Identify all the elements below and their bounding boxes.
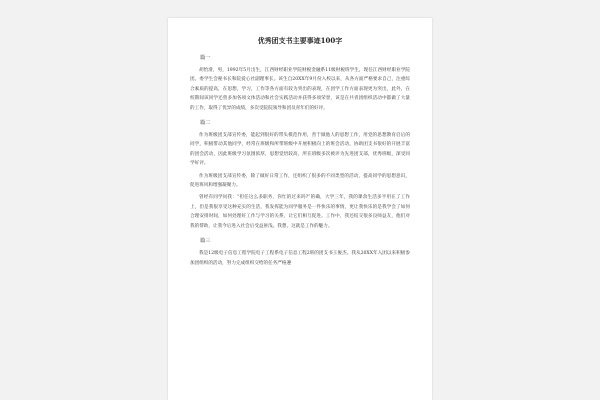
paragraph: 我是12级电子信息工程学院电子工程系电子信息工程2班的团支书王俊杰。我从20XX年入团以来积极参加团组织的活动，努力完成组织交给的任务严格遵 [190, 251, 410, 266]
paragraph: 作为班级团支部宣传委，除了做好日常工作，还组织了很多的不同类型的活动，提高同学的思想意识，促进班风和增强凝聚力。 [190, 173, 410, 189]
section-heading: 篇三 [200, 238, 211, 245]
section-heading: 篇二 [200, 120, 211, 127]
paragraph: 作为班级团支部宣传委，能起到很好的带头模范作用，善于做他人的思想工作，用党的思想教育启后的同学，积极带动其他同学，经常在班级和所带班级中开展积极向上的班会活动，协助团支书很好的开展丰富的团会活动，因此班级学习氛围浓厚，思想觉悟较高，所在班级多次被评为先进团支部，优秀班级，深受同学好评。 [190, 133, 410, 167]
document-title: 优秀团支书主要事迹100字 [257, 36, 343, 45]
paragraph: 胡怡滑，男，1992年5月出生，江西财经职业学院财税金融系11级财税班学生，现任江西财经职业学院团。委学生会秘书长和院爱心社副理事长。该生自20XX年9月份入校以来，从各方面严格要求自己，注重综合素质的提高，在思想，学习，工作等各方面有较为突出的表现，在团学工作方面表现更为突出，此外，在校期间该同学还曾多加各项文体活动和社会实践活动并获得多项荣誉，该是在共青团组织活动中都做了大量的工作，取得了优异的成绩，多次受院院领导和团员青年们的好评。 [190, 68, 410, 111]
section-3 [190, 237, 410, 268]
document-page [168, 18, 432, 400]
section-1 [190, 54, 410, 113]
section-2 [190, 119, 410, 231]
section-heading: 篇一 [200, 55, 211, 61]
paragraph: 曾经有同学问我：“担任这么多职务，你忙的过来吗?”的确，大学三年，我的课余生活多半用在了工作上，但是我很享受这种充实的生活，我发挥能为同学服务是一件快乐的事情，更让我快乐的是我学会了如何合理安排时间，如何处理好工作与学习的关系，让它们相互促进。工作中，我还结交很多良师益友，他们对我的帮助，让我今后进入社会后受益匪浅。我想，这就是工作的魅力。 [190, 195, 410, 229]
